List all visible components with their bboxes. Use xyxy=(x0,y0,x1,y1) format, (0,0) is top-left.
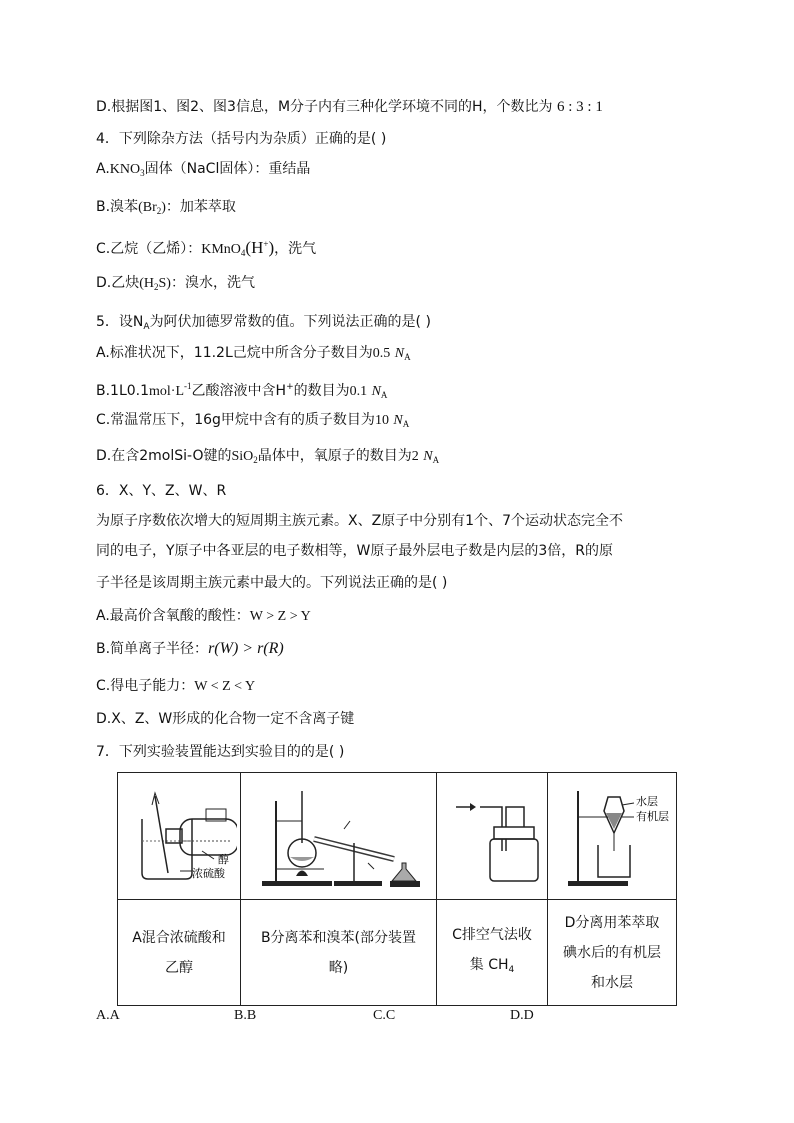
apparatus-a-image xyxy=(122,781,237,891)
caption-d: D分离用苯萃取 碘水后的有机层 和水层 xyxy=(548,900,677,1006)
apparatus-c-image xyxy=(440,781,545,891)
q4-stem: 4．下列除杂方法（括号内为杂质）正确的是( ) xyxy=(96,131,387,147)
q6-option-b: B.简单离子半径：r(W) > r(R) xyxy=(96,640,284,657)
q7-option-d[interactable]: D.D xyxy=(510,1008,534,1023)
apparatus-b-image xyxy=(244,781,434,891)
caption-b: B分离苯和溴苯(部分装置 略) xyxy=(241,900,437,1006)
q5-option-d: D.在含2molSi-O键的SiO$_2$晶体中，氧原子的数目为2 $N_A$ xyxy=(96,448,440,465)
q5-option-a: A.标准状况下，11.2L己烷中所含分子数目为0.5 $N_A$ xyxy=(96,345,411,362)
q3-option-d: D.根据图1、图2、图3信息，M分子内有三种化学环境不同的H，个数比为 6 : 3 : 1 xyxy=(96,99,603,115)
caption-a: A混合浓硫酸和 乙醇 xyxy=(118,900,241,1006)
q6-stem-line3: 子半径是该周期主族元素中最大的。下列说法正确的是( ) xyxy=(96,575,448,591)
q6-option-c: C.得电子能力：W < Z < Y xyxy=(96,678,256,694)
apparatus-a-cell xyxy=(118,773,241,900)
q6-stem-head: 6．X、Y、Z、W、R xyxy=(96,483,227,499)
apparatus-table xyxy=(117,772,677,1006)
apparatus-d-cell xyxy=(548,773,677,900)
q5-stem: 5．设$N_A$为阿伏加德罗常数的值。下列说法正确的是( ) xyxy=(96,314,431,332)
q4-option-a: $A.KNO_3$固体（NaCl固体）：重结晶 xyxy=(96,161,311,178)
apparatus-c-cell xyxy=(437,773,548,900)
caption-c: C排空气法收 集 $CH_4$ xyxy=(437,900,548,1006)
q5-option-b: $B.1L0.1mol\cdot L^{-1}$乙酸溶液中含H+的数目为0.1 $N_A$ xyxy=(96,381,388,400)
q7-option-c[interactable]: C.C xyxy=(373,1008,396,1023)
label-conc-sulfuric-acid: 浓硫酸 xyxy=(191,867,225,880)
label-organic-layer: 有机层 xyxy=(635,810,669,823)
q7-stem: 7．下列实验装置能达到实验目的的是( ) xyxy=(96,744,345,760)
q4-option-c: C.乙烷（乙烯）：KMnO$_4$(H+)，洗气 xyxy=(96,238,317,258)
q7-option-b[interactable]: B.B xyxy=(234,1008,257,1023)
apparatus-d-image xyxy=(550,781,675,891)
q4-option-b: B.溴苯$(Br_2)$：加苯萃取 xyxy=(96,199,236,216)
q7-option-a[interactable]: A.A xyxy=(96,1008,120,1023)
label-alcohol: 醇 xyxy=(217,853,229,866)
q4-option-d: D.乙炔$(H_2S)$：溴水，洗气 xyxy=(96,275,255,292)
apparatus-b-cell xyxy=(241,773,437,900)
q6-stem-line2: 同的电子，Y原子中各亚层的电子数相等，W原子最外层电子数是内层的3倍，R的原 xyxy=(96,543,614,559)
q6-option-a: A.最高价含氧酸的酸性：W > Z > Y xyxy=(96,608,311,624)
q5-option-c: C.常温常压下，16g甲烷中含有的质子数目为10 $N_A$ xyxy=(96,412,410,429)
label-water-layer: 水层 xyxy=(635,795,658,808)
q6-option-d: D.X、Z、W形成的化合物一定不含离子键 xyxy=(96,711,355,727)
q6-stem-line1: 为原子序数依次增大的短周期主族元素。X、Z原子中分别有1个、7个运动状态完全不 xyxy=(96,513,623,529)
